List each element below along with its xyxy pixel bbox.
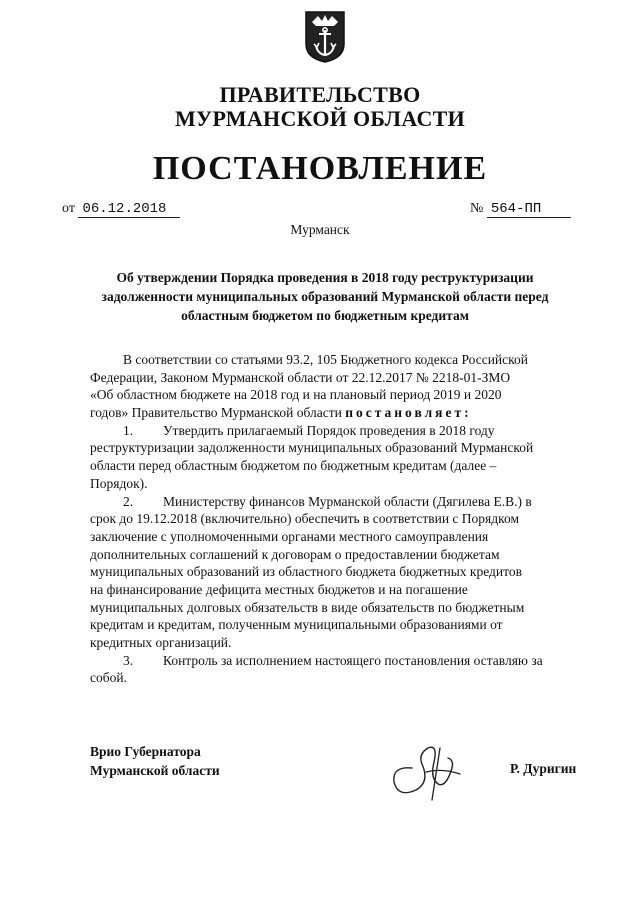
body-line: В соответствии со статьями 93.2, 105 Бюджетного кодекса Российской — [123, 352, 528, 367]
document-city: Мурманск — [290, 222, 350, 237]
resolves-word: постановляет: — [345, 405, 472, 421]
position-line: Врио Губернатора — [90, 744, 201, 759]
body-line: реструктуризации задолженности муниципальных образований Мурманской — [90, 440, 534, 456]
list-item-1 — [90, 422, 593, 440]
document-subject — [80, 268, 570, 325]
document-body — [90, 351, 593, 687]
body-line: кредитных организаций. — [90, 635, 232, 650]
org-name-line2: МУРМАНСКОЙ ОБЛАСТИ — [174, 106, 466, 131]
handwritten-signature-icon — [382, 738, 472, 804]
item-text: Контроль за исполнением настоящего постановления оставляю за — [163, 652, 543, 668]
list-item-2 — [90, 493, 593, 511]
number-value: 564-ПП — [487, 202, 571, 218]
body-line: собой. — [90, 670, 127, 686]
subject-line: областным бюджетом по бюджетным кредитам — [181, 308, 469, 323]
body-line: области перед областным бюджетом по бюджетным кредитам (далее – — [90, 458, 497, 474]
signer-name: Р. Дуригин — [510, 761, 577, 776]
body-line — [90, 404, 593, 422]
body-line: муниципальных долговых обязательств в виде обязательств по бюджетным — [90, 599, 525, 615]
body-line: кредитам и кредитам, полученным муниципальными образованиями от — [90, 617, 503, 633]
murmansk-region-coat-of-arms-icon — [304, 10, 346, 64]
body-line: срок до 19.12.2018 (включительно) обеспечить в соответствии с Порядком — [90, 511, 520, 527]
subject-line: задолженности муниципальных образований Мурманской области перед — [101, 289, 549, 304]
subject-line: Об утверждении Порядка проведения в 2018 году реструктуризации — [116, 270, 534, 285]
document-date — [62, 201, 180, 218]
body-line: на финансирование дефицита местных бюджетов и на погашение — [90, 581, 468, 597]
signatory-position — [90, 742, 220, 780]
body-line: дополнительных соглашений к договорам о предоставлении бюджетам — [90, 546, 500, 562]
preamble-tail: годов» Правительство Мурманской области — [90, 405, 342, 421]
document-number — [470, 201, 571, 218]
item-text: Министерству финансов Мурманской области (Дягилева Е.В.) в — [163, 493, 532, 509]
position-line: Мурманской области — [90, 763, 220, 778]
item-number: 3. — [123, 652, 134, 668]
date-value: 06.12.2018 — [78, 202, 180, 218]
item-number: 1. — [123, 422, 134, 438]
number-label: № — [470, 201, 484, 216]
body-line: заключение с уполномоченными органами местного самоуправления — [90, 528, 489, 544]
date-label: от — [62, 201, 75, 216]
body-line: муниципальных образований из областного бюджета бюджетных кредитов — [90, 564, 522, 580]
body-line: «Об областном бюджете на 2018 год и на плановый период 2019 и 2020 — [90, 387, 502, 403]
org-name-line1: ПРАВИТЕЛЬСТВО — [219, 82, 421, 107]
item-number: 2. — [123, 493, 134, 509]
list-item-3 — [90, 652, 593, 670]
body-line: Федерации, Законом Мурманской области от 22.12.2017 № 2218-01-ЗМО — [90, 369, 511, 385]
item-text: Утвердить прилагаемый Порядок проведения в 2018 году — [163, 422, 495, 438]
document-type-title: ПОСТАНОВЛЕНИЕ — [152, 150, 488, 187]
body-line: Порядок). — [90, 475, 148, 491]
